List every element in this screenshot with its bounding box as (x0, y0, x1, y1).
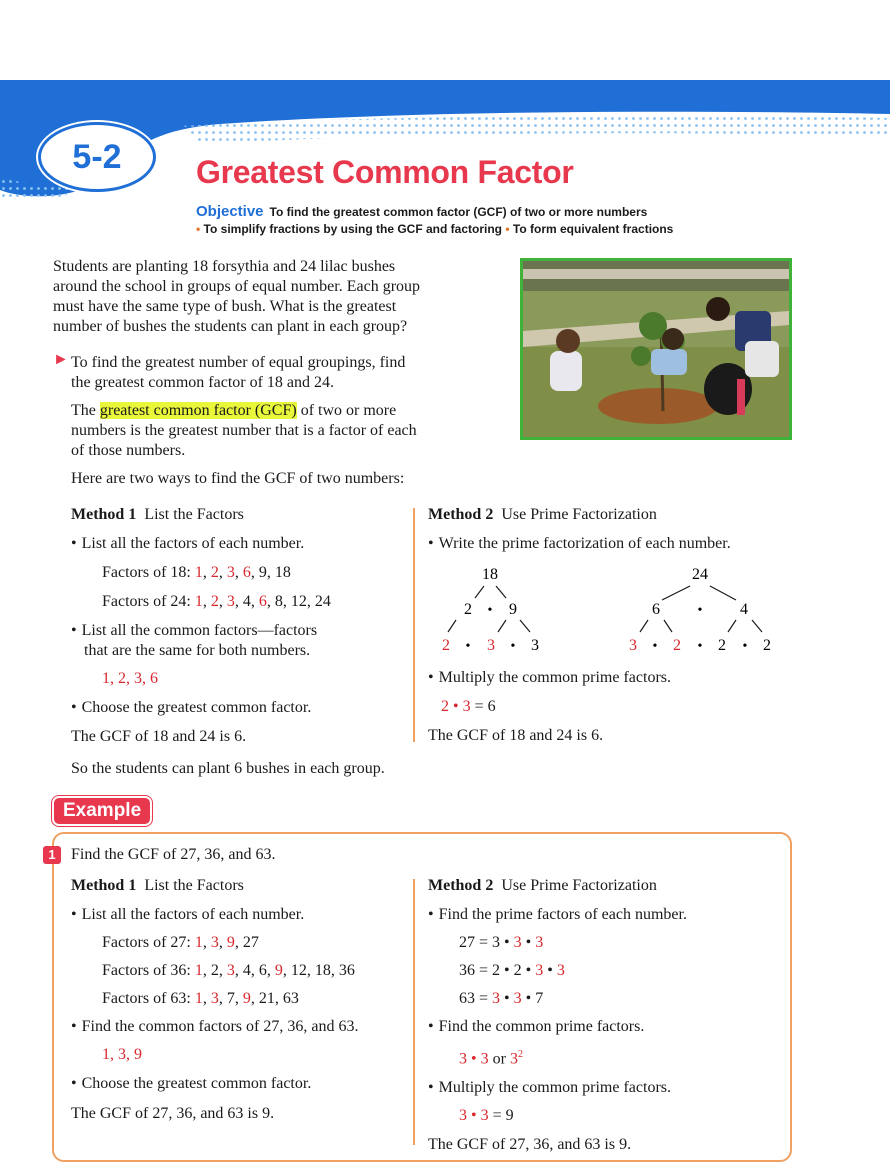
tree-node: 6 (652, 601, 660, 618)
example-method1 (71, 876, 406, 1124)
example-m1-result: The GCF of 27, 36, and 63 is 9. (71, 1105, 275, 1122)
factor: 9 (258, 564, 267, 581)
tree-node: 9 (509, 601, 517, 618)
dot-symbol: • (697, 603, 703, 618)
example-prime-row: 27 = 3 • 3 • 3 (459, 934, 544, 951)
method2-section (428, 505, 788, 554)
example-prime-row: 36 = 2 • 2 • 3 • 3 (459, 962, 565, 979)
method-label: Method 2 (428, 877, 494, 894)
tree-node: 2 (464, 601, 472, 618)
tree-branch (662, 586, 690, 600)
students-planting-photo (520, 258, 792, 440)
prime-factor: 3 (513, 990, 522, 1007)
dot-symbol: • (652, 639, 658, 654)
objective-block: Objective To find the greatest common factor (GCF) of two or more numbers • To simplify fractions by using the GCF and factoring • To form equivalent fractions (196, 203, 674, 236)
objective-item-1: To find the greatest common factor (GCF) of two or more numbers (269, 205, 648, 219)
problem-line: around the school in groups of equal number. Each group (53, 278, 421, 295)
exponent: 2 (517, 1049, 523, 1060)
tree-leaf: 2 (763, 637, 771, 654)
method-title: List the Factors (144, 506, 244, 523)
method-label: Method 2 (428, 506, 494, 523)
tree-branch (728, 620, 736, 632)
prime-factor: 3 (513, 934, 522, 951)
arrow-icon: ► (53, 351, 69, 368)
highlighted-term: greatest common factor (GCF) (99, 402, 297, 419)
or-text: or (488, 1050, 510, 1068)
problem-line: must have the same type of bush. What is the greatest (53, 298, 397, 315)
dot-symbol: • (487, 603, 493, 618)
problem-line: number of bushes the students can plant in each group? (53, 318, 408, 335)
prime-lhs: 36 = (459, 962, 493, 979)
tip-paragraph (71, 353, 405, 393)
factors-label: Factors of 36: (102, 962, 195, 979)
factor: 2 (210, 962, 219, 979)
dot-symbol: • (465, 639, 471, 654)
dot-symbol: • (742, 639, 748, 654)
step-text: that are the same for both numbers. (84, 642, 311, 659)
factors-label: Factors of 24: (102, 593, 195, 610)
factor: 1 (194, 934, 203, 951)
factor: 18 (314, 962, 331, 979)
tree-branch (475, 586, 484, 598)
tree-leaf: 3 (629, 637, 637, 654)
prime-lhs: 27 = (459, 934, 493, 951)
lesson-number-badge (38, 122, 156, 192)
tree-leaf: 3 (531, 637, 539, 654)
factor: 9 (242, 990, 251, 1007)
factor: 1 (194, 593, 203, 610)
example-number: 1 (43, 846, 61, 864)
example-factor-rows (71, 933, 406, 1009)
tree-leaf: 2 (442, 637, 450, 654)
prime-base: 3 (509, 1050, 518, 1068)
example-factor-row: Factors of 27: 1, 3, 9, 27 (102, 934, 259, 951)
method1-section (71, 505, 406, 747)
objective-label: Objective (196, 203, 264, 220)
example-divider (413, 879, 415, 1145)
tree-branch (664, 620, 672, 632)
prime-factor: 3 (492, 934, 501, 951)
product-result: = 6 (474, 698, 496, 715)
example-common-factors: 1, 3, 9 (102, 1046, 142, 1063)
photo-illustration (523, 261, 789, 437)
method-title: List the Factors (144, 877, 244, 894)
factor: 27 (242, 934, 259, 951)
factor: 6 (258, 593, 267, 610)
example-method1-heading (71, 876, 406, 896)
definition-text: The (71, 402, 100, 419)
method-title: Use Prime Factorization (501, 506, 657, 523)
lesson-number: 5-2 (72, 137, 122, 176)
factor: 6 (258, 962, 267, 979)
prime-factor: 3 (535, 962, 544, 979)
tree-branch (710, 586, 736, 600)
prime-product: 3 • 3 (459, 1107, 489, 1125)
tree-leaf: 2 (673, 637, 681, 654)
prime-factor: 7 (535, 990, 544, 1007)
factor: 21 (258, 990, 275, 1007)
method1-step3: • Choose the greatest common factor. (71, 698, 406, 718)
example-m1-step2: • Find the common factors of 27, 36, and 63. (71, 1017, 406, 1037)
method1-step1: • List all the factors of each number. (71, 534, 406, 554)
factor: 18 (274, 564, 291, 581)
method-divider (413, 508, 415, 742)
tree-branch (498, 620, 506, 632)
factors-label: Factors of 27: (102, 934, 195, 951)
dot-symbol: • (697, 639, 703, 654)
factor-tree-18 (430, 562, 560, 658)
definition-line: numbers is the greatest number that is a factor of each (71, 422, 417, 439)
factor: 8 (274, 593, 283, 610)
method1-step2 (71, 621, 406, 641)
example-m1-step3: • Choose the greatest common factor. (71, 1074, 406, 1094)
problem-line: Students are planting 18 forsythia and 24 lilac bushes (53, 258, 396, 275)
prime-factor: 2 (513, 962, 522, 979)
example-factor-row: Factors of 36: 1, 2, 3, 4, 6, 9, 12, 18, 36 (102, 962, 355, 979)
factor: 9 (226, 934, 235, 951)
tree-branch (640, 620, 648, 632)
factors-18-row: Factors of 18: 1, 2, 3, 6, 9, 18 (102, 564, 291, 581)
factor: 3 (226, 593, 235, 610)
tree-node: 4 (740, 601, 748, 618)
factor: 36 (338, 962, 355, 979)
tree-leaf: 3 (487, 637, 495, 654)
factor: 4 (242, 962, 251, 979)
factor: 3 (226, 962, 235, 979)
example-prime-rows (428, 933, 788, 1009)
example-prompt: Find the GCF of 27, 36, and 63. (71, 846, 276, 863)
objective-item-3: To form equivalent fractions (512, 222, 674, 236)
example-tag: Example (52, 796, 152, 826)
factor: 6 (242, 564, 251, 581)
method1-heading (71, 505, 406, 525)
factors-label: Factors of 18: (102, 564, 195, 581)
factor-tree-24 (616, 562, 786, 658)
method1-result: The GCF of 18 and 24 is 6. (71, 728, 247, 745)
example-method2 (428, 876, 788, 1155)
example-method2-heading (428, 876, 788, 896)
factors-label: Factors of 63: (102, 990, 195, 1007)
tree-branch (752, 620, 762, 632)
prime-lhs: 63 = (459, 990, 493, 1007)
gcf-definition (71, 401, 417, 461)
example-prime-row: 63 = 3 • 3 • 7 (459, 990, 544, 1007)
tip-line: To find the greatest number of equal groupings, find (71, 354, 406, 371)
common-factors: 1, 2, 3, 6 (102, 670, 158, 687)
prime-factor: 2 (492, 962, 501, 979)
method2-bottom (428, 668, 788, 746)
tree-node: 24 (692, 566, 708, 583)
example-m2-result: The GCF of 27, 36, and 63 is 9. (428, 1136, 632, 1154)
intro-problem (53, 257, 420, 337)
page-title: Greatest Common Factor (196, 154, 574, 190)
prime-factor: 3 (556, 962, 565, 979)
factor: 1 (194, 962, 203, 979)
tree-branch (520, 620, 530, 632)
prime-factor: 3 (462, 698, 471, 715)
factor: 24 (314, 593, 331, 610)
method2-product: 2 • 3 = 6 (441, 698, 496, 715)
step-text: List all the common factors—factors (81, 622, 318, 639)
method2-heading (428, 505, 788, 525)
method2-result: The GCF of 18 and 24 is 6. (428, 727, 604, 744)
factor: 2 (210, 564, 219, 581)
method-label: Method 1 (71, 506, 137, 523)
prime-factor: 2 (441, 698, 449, 715)
factor: 3 (210, 934, 219, 951)
conclusion: So the students can plant 6 bushes in each group. (71, 760, 385, 777)
dot-symbol: • (510, 639, 516, 654)
example-m2-product (428, 1106, 788, 1126)
factor: 4 (242, 593, 251, 610)
example-m2-step3: • Multiply the common prime factors. (428, 1078, 788, 1098)
tree-branch (496, 586, 506, 598)
factor: 1 (194, 990, 203, 1007)
example-m2-step1: • Find the prime factors of each number. (428, 905, 788, 925)
prime-factor: 3 (535, 934, 544, 951)
tree-node: 18 (482, 566, 498, 583)
method-label: Method 1 (71, 877, 137, 894)
method-title: Use Prime Factorization (501, 877, 657, 894)
factor: 3 (210, 990, 219, 1007)
tree-branch (448, 620, 456, 632)
example-common-primes (428, 1045, 788, 1069)
example-factor-row: Factors of 63: 1, 3, 7, 9, 21, 63 (102, 990, 299, 1007)
factor: 12 (290, 962, 307, 979)
factor: 3 (226, 564, 235, 581)
prime-factor: 3 (492, 990, 501, 1007)
factor: 9 (274, 962, 283, 979)
definition-text: of two or more (296, 402, 397, 419)
definition-line: of those numbers. (71, 442, 186, 459)
method2-step2: • Multiply the common prime factors. (428, 668, 788, 688)
prime-product: 3 • 3 (459, 1050, 489, 1068)
factor: 1 (194, 564, 203, 581)
method2-step1: • Write the prime factorization of each number. (428, 534, 788, 554)
example-m2-step2: • Find the common prime factors. (428, 1017, 788, 1037)
example-m1-step1: • List all the factors of each number. (71, 905, 406, 925)
factors-24-row: Factors of 24: 1, 2, 3, 4, 6, 8, 12, 24 (102, 593, 331, 610)
two-ways-text: Here are two ways to find the GCF of two numbers: (71, 470, 405, 487)
factor: 12 (290, 593, 307, 610)
factor: 7 (226, 990, 235, 1007)
factor: 2 (210, 593, 219, 610)
factor: 63 (282, 990, 299, 1007)
product-result: = 9 (488, 1107, 514, 1125)
tip-line: the greatest common factor of 18 and 24. (71, 374, 335, 391)
objective-item-2: To simplify fractions by using the GCF and factoring (203, 222, 503, 236)
tree-leaf: 2 (718, 637, 726, 654)
